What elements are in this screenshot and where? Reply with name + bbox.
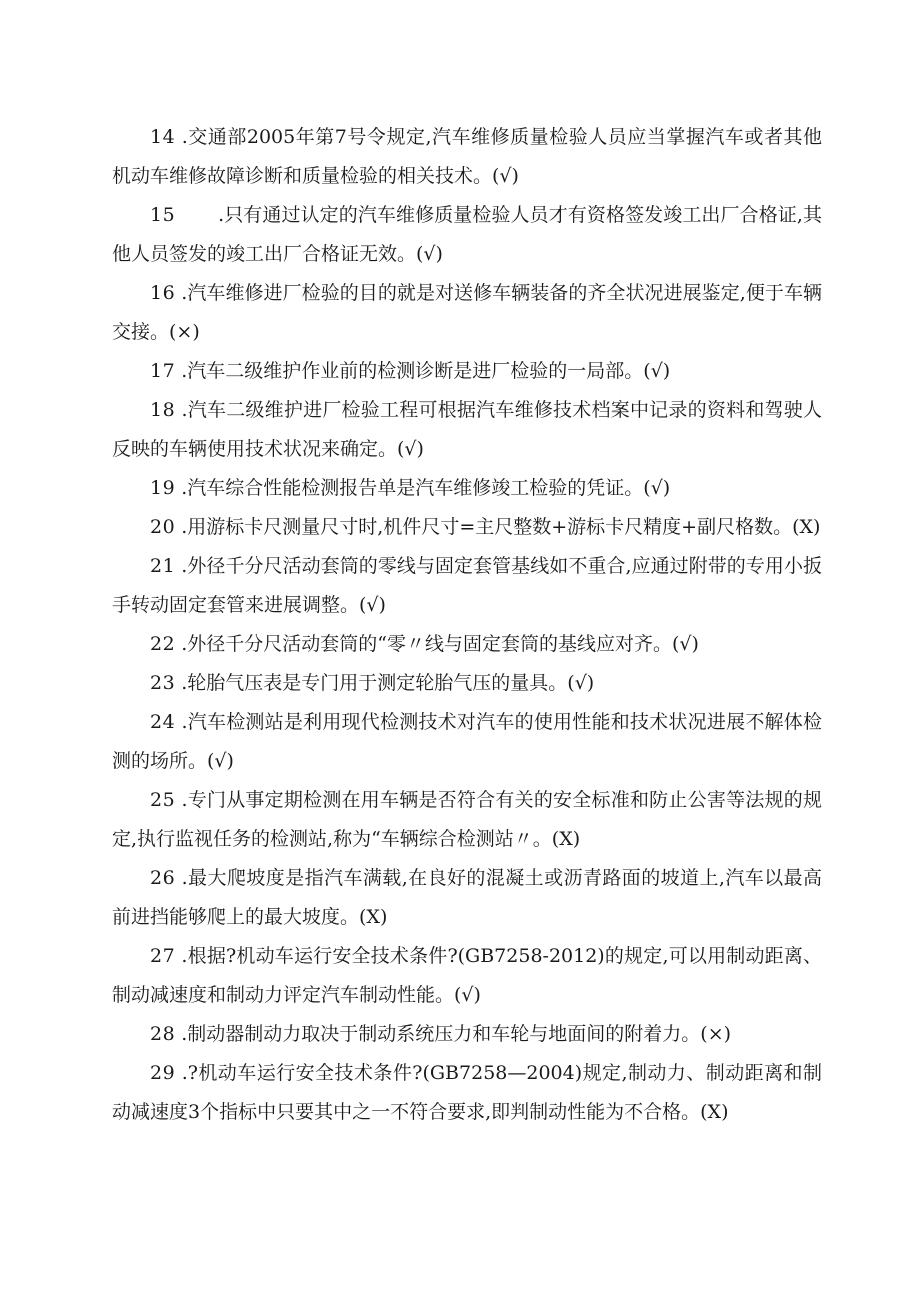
item-text: .汽车综合性能检测报告单是汽车维修竣工检验的凭证。(√): [181, 477, 671, 499]
list-item: [112, 1015, 822, 1054]
item-text: .用游标卡尺测量尺寸时,机件尺寸=主尺整数+游标卡尺精度+副尺格数。(X): [181, 516, 821, 538]
item-text: .根据?机动车运行安全技术条件?(GB7258-2012)的规定,可以用制动距离、制动减速度和制动力评定汽车制动性能。(√): [112, 945, 823, 1006]
item-number: 24: [150, 711, 176, 733]
item-number: 21: [150, 555, 176, 577]
list-item: [112, 391, 822, 469]
list-item: [112, 469, 822, 508]
item-number: 17: [150, 360, 176, 382]
item-number: 14: [150, 126, 176, 148]
item-text: .只有通过认定的汽车维修质量检验人员才有资格签发竣工出厂合格证,其他人员签发的竣工出厂合格证无效。(√): [112, 204, 822, 265]
item-number: 20: [150, 516, 176, 538]
item-text: .?机动车运行安全技术条件?(GB7258—2004)规定,制动力、制动距离和制动减速度3个指标中只要其中之一不符合要求,即判制动性能为不合格。(X): [112, 1062, 822, 1123]
item-number: 23: [150, 672, 176, 694]
item-text: .汽车维修进厂检验的目的就是对送修车辆装备的齐全状况进展鉴定,便于车辆交接。(×): [112, 282, 822, 343]
item-text: .制动器制动力取决于制动系统压力和车轮与地面间的附着力。(×): [181, 1023, 732, 1045]
item-number: 18: [150, 399, 176, 421]
list-item: [112, 937, 822, 1015]
item-text: .专门从事定期检测在用车辆是否符合有关的安全标准和防止公害等法规的规定,执行监视任务的检测站,称为“车辆综合检测站〃。(X): [112, 789, 823, 850]
list-item: [112, 781, 822, 859]
list-item: [112, 547, 822, 625]
list-item: [112, 196, 822, 274]
item-number: 16: [150, 282, 176, 304]
item-text: .外径千分尺活动套筒的零线与固定套管基线如不重合,应通过附带的专用小扳手转动固定套管来进展调整。(√): [112, 555, 822, 616]
item-number: 28: [150, 1023, 176, 1045]
item-number: 15: [150, 204, 176, 226]
item-number: 27: [150, 945, 176, 967]
item-number: 26: [150, 867, 176, 889]
list-item: [112, 664, 822, 703]
list-item: [112, 508, 822, 547]
list-item: [112, 859, 822, 937]
item-text: .汽车二级维护进厂检验工程可根据汽车维修技术档案中记录的资料和驾驶人反映的车辆使用技术状况来确定。(√): [112, 399, 823, 460]
item-number: 29: [150, 1062, 176, 1084]
item-number: 25: [150, 789, 176, 811]
question-list: [112, 118, 822, 1132]
list-item: [112, 118, 822, 196]
item-text: .最大爬坡度是指汽车满载,在良好的混凝土或沥青路面的坡道上,汽车以最高前进挡能够爬上的最大坡度。(X): [112, 867, 822, 928]
item-text: .汽车检测站是利用现代检测技术对汽车的使用性能和技术状况进展不解体检测的场所。(√): [112, 711, 823, 772]
item-text: .交通部2005年第7号令规定,汽车维修质量检验人员应当掌握汽车或者其他机动车维修故障诊断和质量检验的相关技术。(√): [112, 126, 822, 187]
list-item: [112, 703, 822, 781]
list-item: [112, 352, 822, 391]
list-item: [112, 1054, 822, 1132]
item-number: 22: [150, 633, 176, 655]
item-text: .轮胎气压表是专门用于测定轮胎气压的量具。(√): [181, 672, 595, 694]
item-text: .汽车二级维护作业前的检测诊断是进厂检验的一局部。(√): [181, 360, 671, 382]
item-text: .外径千分尺活动套筒的“零〃线与固定套筒的基线应对齐。(√): [181, 633, 699, 655]
list-item: [112, 274, 822, 352]
list-item: [112, 625, 822, 664]
item-number: 19: [150, 477, 176, 499]
